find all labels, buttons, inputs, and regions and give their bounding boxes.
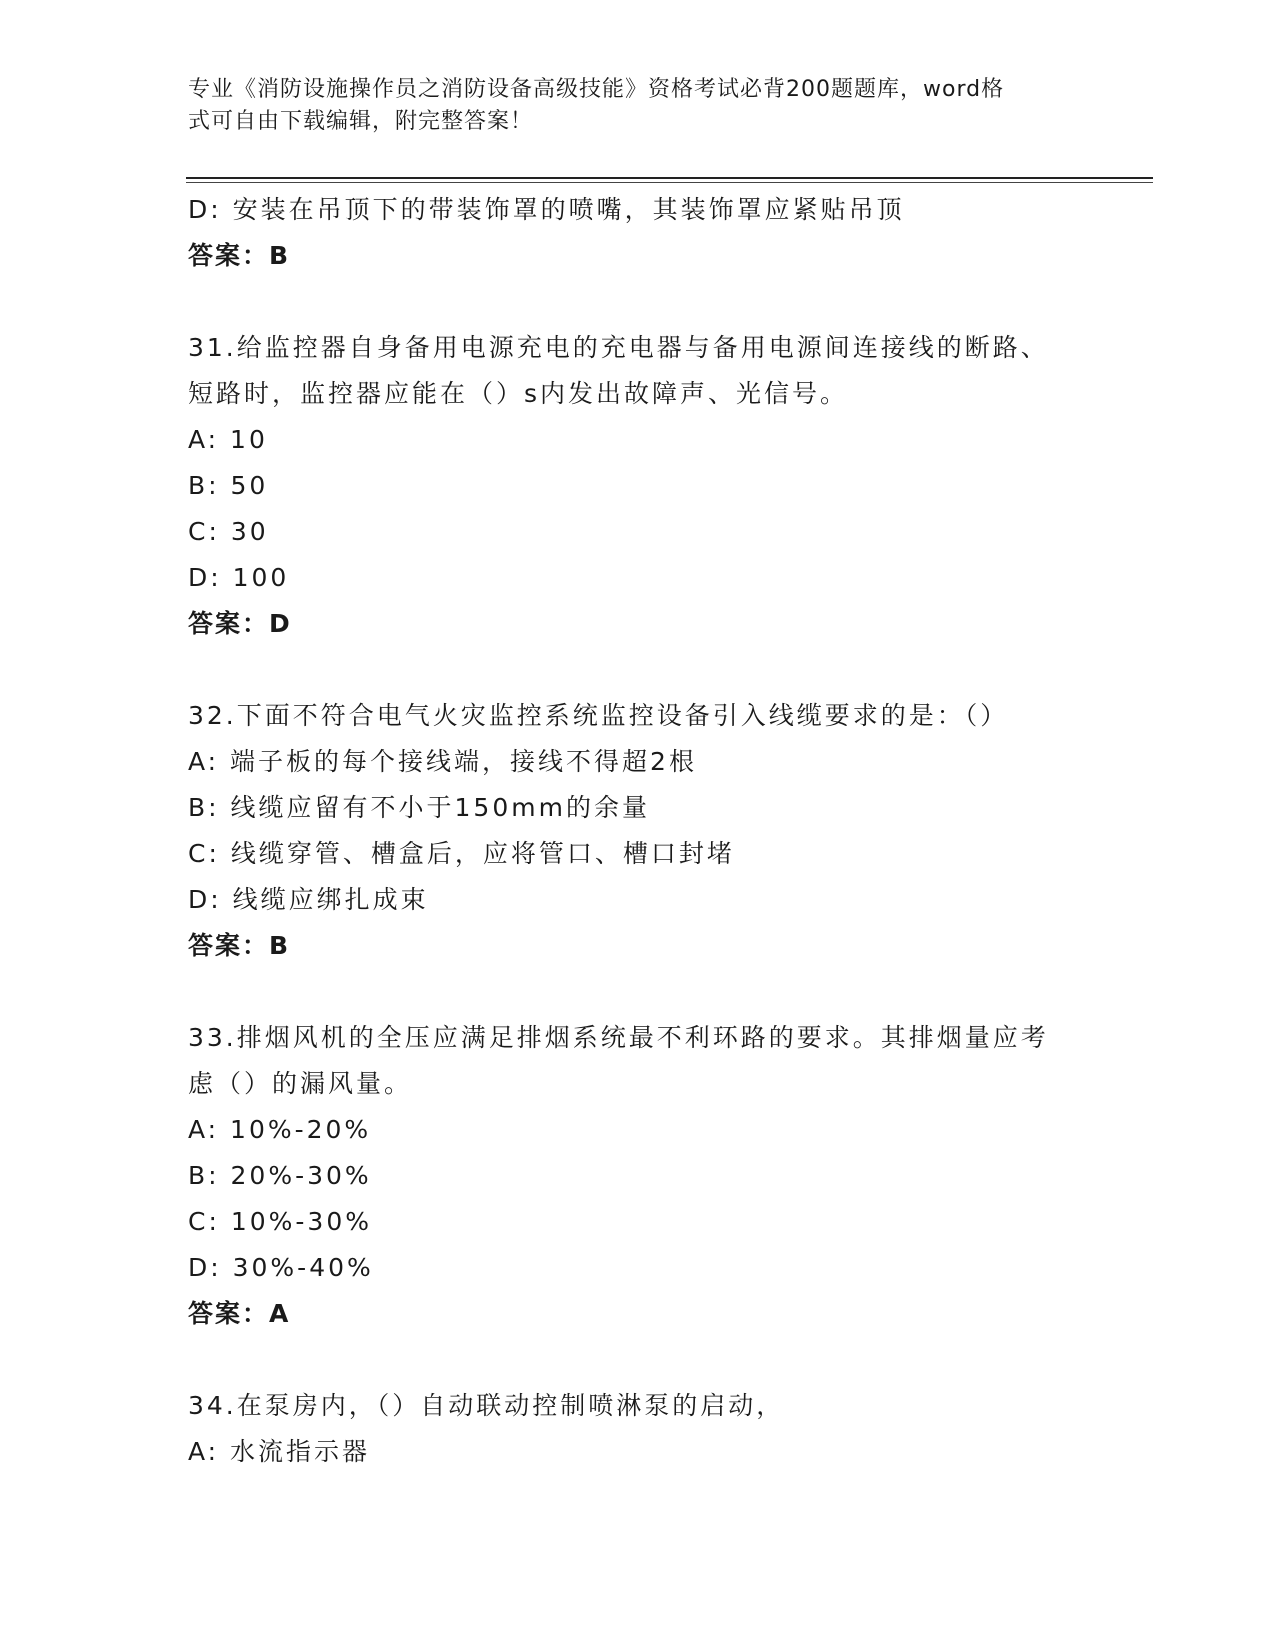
question-33 bbox=[188, 1015, 1088, 1337]
spacer bbox=[188, 279, 1088, 325]
question-31 bbox=[188, 325, 1088, 647]
answer: 答案：A bbox=[188, 1299, 291, 1328]
spacer bbox=[188, 1337, 1088, 1383]
header-line-2: 式可自由下载编辑，附完整答案！ bbox=[188, 109, 534, 134]
question-text: 33.排烟风机的全压应满足排烟系统最不利环路的要求。其排烟量应考 bbox=[188, 1023, 1049, 1052]
option-c: C: 10%-30% bbox=[188, 1207, 372, 1236]
option-c: C: 30 bbox=[188, 517, 269, 546]
question-32 bbox=[188, 693, 1088, 969]
question-30-tail bbox=[188, 187, 1088, 279]
option-d: D: 安装在吊顶下的带装饰罩的喷嘴，其装饰罩应紧贴吊顶 bbox=[188, 195, 905, 224]
option-b: B: 线缆应留有不小于150mm的余量 bbox=[188, 793, 650, 822]
option-d: D: 线缆应绑扎成束 bbox=[188, 885, 429, 914]
question-text: 34.在泵房内，（）自动联动控制喷淋泵的启动， bbox=[188, 1391, 785, 1420]
answer: 答案：D bbox=[188, 609, 292, 638]
answer: 答案：B bbox=[188, 241, 291, 270]
option-d: D: 30%-40% bbox=[188, 1253, 374, 1282]
question-list bbox=[188, 187, 1088, 1475]
question-text-cont: 短路时，监控器应能在（）s内发出故障声、光信号。 bbox=[188, 379, 849, 408]
question-text: 31.给监控器自身备用电源充电的充电器与备用电源间连接线的断路、 bbox=[188, 333, 1049, 362]
spacer bbox=[188, 969, 1088, 1015]
question-text-cont: 虑（）的漏风量。 bbox=[188, 1069, 413, 1098]
header-divider bbox=[186, 177, 1153, 179]
option-b: B: 20%-30% bbox=[188, 1161, 372, 1190]
option-d: D: 100 bbox=[188, 563, 290, 592]
header-divider-thin bbox=[186, 182, 1153, 183]
option-a: A: 10 bbox=[188, 425, 268, 454]
question-34 bbox=[188, 1383, 1088, 1475]
question-text: 32.下面不符合电气火灾监控系统监控设备引入线缆要求的是：（） bbox=[188, 701, 1009, 730]
document-header bbox=[188, 74, 1068, 138]
option-b: B: 50 bbox=[188, 471, 269, 500]
option-a: A: 端子板的每个接线端，接线不得超2根 bbox=[188, 747, 697, 776]
option-a: A: 水流指示器 bbox=[188, 1437, 371, 1466]
answer: 答案：B bbox=[188, 931, 291, 960]
option-c: C: 线缆穿管、槽盒后，应将管口、槽口封堵 bbox=[188, 839, 735, 868]
spacer bbox=[188, 647, 1088, 693]
header-line-1: 专业《消防设施操作员之消防设备高级技能》资格考试必背200题题库，word格 bbox=[188, 77, 1005, 102]
option-a: A: 10%-20% bbox=[188, 1115, 372, 1144]
